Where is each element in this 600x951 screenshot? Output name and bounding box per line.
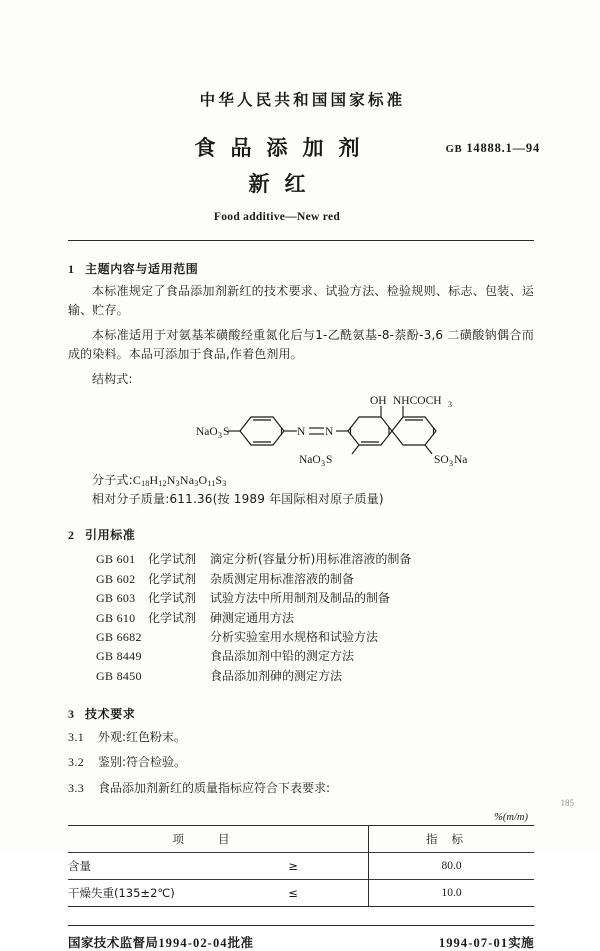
- reference-description: 分析实验室用水规格和试验方法: [210, 629, 379, 644]
- clause-text: 鉴别:符合检验。: [98, 755, 187, 770]
- molar-mass-label: 相对分子质量:: [92, 492, 170, 507]
- reference-description: 砷测定通用方法: [210, 610, 295, 625]
- label-azo-n1: N: [297, 426, 306, 439]
- clause-number: 3.3: [68, 780, 85, 795]
- footer-divider: [68, 925, 534, 926]
- reference-code: GB 8449: [96, 649, 142, 664]
- label-sulfonate-left-s: S: [223, 426, 230, 439]
- clause-3-3: [68, 779, 534, 798]
- page-content: [68, 0, 540, 951]
- title-row: [68, 132, 540, 162]
- clause-text: 外观:红色粉末。: [98, 730, 187, 745]
- english-title: Food additive—New red: [213, 211, 341, 223]
- reference-code: GB 6682: [96, 629, 142, 644]
- clause-3-1: [68, 728, 534, 747]
- molecular-formula-line: [92, 471, 534, 488]
- footer: [68, 933, 534, 951]
- page-subtitle: 新红: [248, 172, 321, 196]
- effective-date: 1994-07-01: [438, 935, 509, 950]
- reference-category: [148, 667, 210, 686]
- row-item-name: 含量: [68, 852, 218, 879]
- reference-code: GB 610: [96, 610, 136, 625]
- clause-3-2: [68, 753, 534, 772]
- molar-mass-value: 611.36(按 1989 年国际相对原子质量): [169, 492, 384, 507]
- molecular-formula-value: $C_{18}H_{12}N_3Na_3O_{11}S_3$: [132, 473, 227, 489]
- clause-number: 3.2: [68, 755, 85, 770]
- list-item: [68, 550, 534, 569]
- page-title: 食品添加剂: [194, 136, 375, 160]
- effective-suffix: 实施: [508, 934, 534, 950]
- list-item: [68, 667, 534, 686]
- national-standard-heading: 中华人民共和国国家标准: [199, 91, 406, 109]
- table-bottom-rule-row: [68, 906, 534, 907]
- label-sulfonate-lower-left: NaO: [299, 454, 321, 467]
- label-sulfonate-lower-left-sub: 3: [321, 459, 325, 469]
- table-row: [68, 852, 534, 879]
- reference-description: 食品添加剂中铅的测定方法: [210, 649, 355, 664]
- list-item: [68, 589, 534, 608]
- row-comparison-symbol: ≤: [218, 879, 368, 906]
- standard-number: [446, 141, 540, 156]
- row-value: 80.0: [369, 852, 535, 879]
- reference-category: 化学试剂: [148, 552, 197, 567]
- list-item: [68, 570, 534, 589]
- approval-statement: [68, 933, 253, 951]
- label-hydroxyl: OH: [370, 395, 387, 408]
- approval-date: 1994-02-04: [158, 935, 228, 950]
- row-value: 10.0: [369, 879, 535, 906]
- approval-suffix: 批准: [227, 934, 254, 950]
- list-item: [68, 647, 534, 666]
- column-header-indicator: 指标: [369, 825, 535, 852]
- molecular-formula-label: 分子式:: [92, 473, 133, 488]
- reference-description: 试验方法中所用制剂及制品的制备: [210, 591, 391, 606]
- section-1-paragraph-2: 本标准适用于对氨基苯磺酸经重氮化后与1-乙酰氨基-8-萘酚-3,6 二磺酸钠偶合而成的染料。本品可添加于食品,作着色剂用。: [68, 327, 534, 362]
- reference-category: 化学试剂: [148, 591, 197, 606]
- table-bottom-rule: [68, 906, 534, 907]
- label-sulfonate-right-na: Na: [454, 454, 468, 467]
- label-sulfonate-left: NaO: [196, 426, 218, 439]
- reference-code: GB 603: [96, 591, 136, 606]
- section-1-paragraph-1: 本标准规定了食品添加剂新红的技术要求、试验方法、检验规则、标志、包装、运输、贮存。: [68, 284, 534, 318]
- label-sulfonate-right-sub: 3: [449, 459, 453, 469]
- column-header-item: 项目: [68, 825, 369, 852]
- section-1-paragraph-3: 结构式:: [92, 371, 133, 386]
- molar-mass-line: [92, 490, 534, 507]
- reference-category: [148, 647, 210, 666]
- clause-text: 食品添加剂新红的质量指标应符合下表要求:: [98, 780, 331, 795]
- row-comparison-symbol: ≥: [218, 852, 368, 879]
- reference-category: 化学试剂: [148, 571, 197, 586]
- table-row: [68, 879, 534, 906]
- section-3-heading: [68, 705, 534, 722]
- reference-description: 杂质测定用标准溶液的制备: [210, 571, 355, 586]
- section-2-number: 2: [68, 528, 75, 543]
- section-2-title: 引用标准: [85, 528, 136, 543]
- label-acetamido: NHCOCH: [393, 395, 442, 408]
- reference-code: GB 8450: [96, 668, 142, 683]
- reference-code: GB 602: [96, 571, 136, 586]
- section-3-title: 技术要求: [85, 707, 136, 722]
- section-1-title: 主题内容与适用范围: [85, 262, 199, 276]
- section-3-number: 3: [68, 707, 75, 722]
- label-sulfonate-left-sub: 3: [218, 431, 222, 441]
- specification-table: [68, 825, 534, 907]
- label-azo-n2: N: [325, 426, 334, 439]
- label-acetamido-sub: 3: [448, 400, 452, 410]
- row-item-name: 干燥失重(135±2℃): [68, 879, 218, 906]
- list-item: [68, 609, 534, 628]
- referenced-standards-list: [68, 550, 534, 686]
- list-item: [68, 628, 534, 647]
- gb-prefix-label: GB: [445, 144, 463, 155]
- label-sulfonate-right: SO: [434, 454, 449, 467]
- structure-svg: [196, 393, 496, 469]
- gb-number-value: 14888.1—94: [466, 141, 540, 155]
- reference-description: 食品添加剂砷的测定方法: [210, 668, 343, 683]
- reference-category: [148, 628, 210, 647]
- header-divider: [68, 240, 534, 241]
- reference-code: GB 601: [96, 552, 136, 567]
- effective-statement: [439, 933, 534, 951]
- page-number: 185: [560, 798, 574, 808]
- clause-number: 3.1: [68, 730, 85, 745]
- section-1-heading: [68, 260, 534, 277]
- table-header-row: [68, 825, 534, 852]
- section-2-heading: [68, 526, 534, 543]
- table-unit-label: %(m/m): [494, 811, 528, 823]
- reference-description: 滴定分析(容量分析)用标准溶液的制备: [210, 552, 412, 567]
- reference-category: 化学试剂: [148, 610, 197, 625]
- section-1-number: 1: [68, 262, 75, 276]
- approval-authority: 国家技术监督局: [68, 934, 159, 950]
- label-sulfonate-lower-left-s: S: [326, 454, 333, 467]
- chemical-structure-diagram: [68, 393, 534, 469]
